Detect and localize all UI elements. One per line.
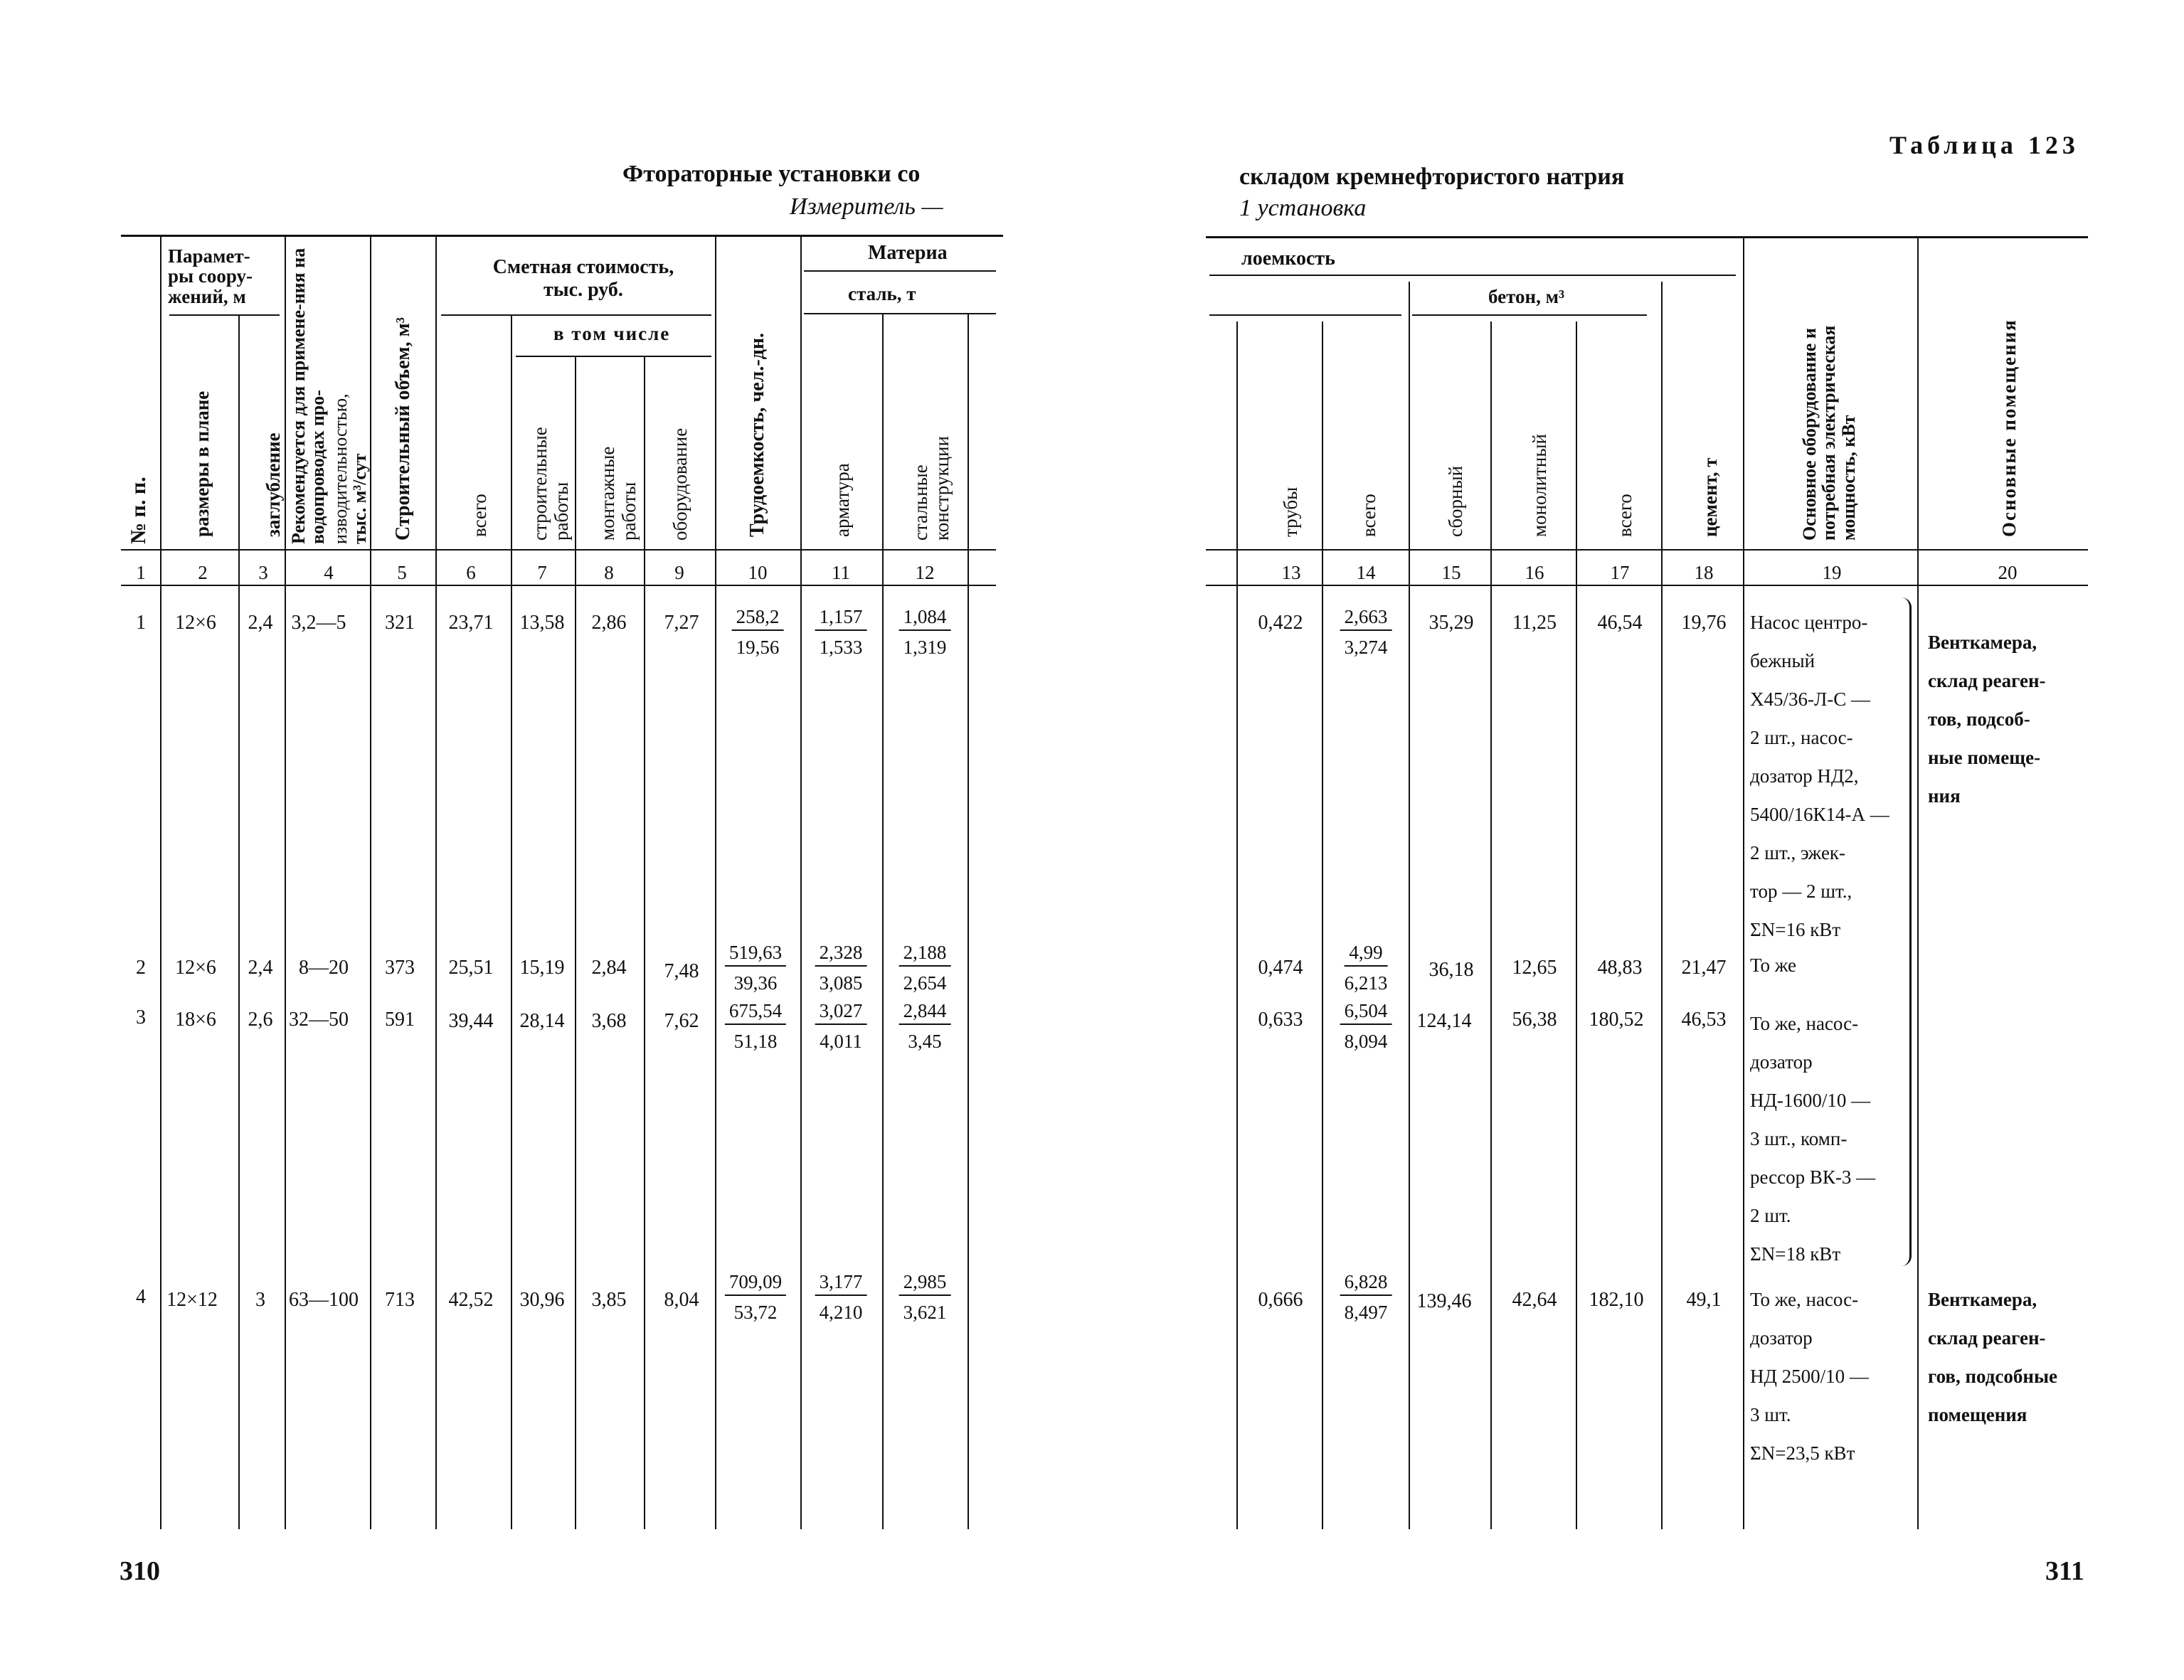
left-header-bottom-rule <box>121 549 996 551</box>
left-vline-4 <box>370 235 371 1529</box>
row-2-equipment-line: То же <box>1750 955 1796 976</box>
row-1-pipes: 0,422 <box>1258 612 1303 634</box>
materials-group-rule <box>804 270 996 272</box>
row-3-cost-mount: 3,68 <box>591 1010 627 1032</box>
row-1-cost-equip: 7,27 <box>664 612 699 634</box>
row-1-equipment-line: Насос центро- <box>1750 612 1868 633</box>
row-1-equipment-line: дозатор НД2, <box>1750 765 1859 787</box>
row-2-armature-top: 2,328 <box>815 940 867 967</box>
rooms-line: тов, подсоб- <box>1928 708 2030 730</box>
row-4-cost-build: 30,96 <box>519 1289 565 1311</box>
row-1-armature-bottom: 1,533 <box>819 637 863 659</box>
right-vline-3 <box>1409 282 1410 1529</box>
left-vline-11 <box>882 313 884 1529</box>
row-3-total-top: 6,504 <box>1340 999 1392 1025</box>
right-vline-2 <box>1322 321 1323 1529</box>
laboriousness-rule <box>1209 275 1736 276</box>
col-1-header: № п. п. <box>127 477 150 544</box>
right-table-top-rule <box>1206 236 2088 238</box>
row-1-cost-build: 13,58 <box>519 612 565 634</box>
steel-header: сталь, т <box>848 283 916 304</box>
row-4-armature-top: 3,177 <box>815 1270 867 1296</box>
row-4-capacity: 63—100 <box>289 1289 359 1311</box>
row-3-steel-bottom: 3,45 <box>908 1031 942 1053</box>
right-vline-5 <box>1576 321 1577 1529</box>
col-12-header: стальные конструкции <box>910 436 953 541</box>
col-17-header: всего <box>1614 494 1636 537</box>
row-3-equipment-line: НД-1600/10 — <box>1750 1090 1871 1111</box>
col-6-header: всего <box>469 494 490 537</box>
row-2-size: 12×6 <box>175 957 216 979</box>
rooms-rows-1-3 <box>1928 623 2046 815</box>
row-3-armature-bottom: 4,011 <box>820 1031 862 1053</box>
row-1-labor <box>732 605 784 660</box>
rooms-line: склад реаген- <box>1928 1327 2046 1349</box>
row-4-equipment <box>1750 1280 1869 1472</box>
col-num-11: 11 <box>832 562 850 583</box>
row-3-total-bottom: 8,094 <box>1344 1031 1388 1053</box>
row-3-equipment-line: 3 шт., комп- <box>1750 1128 1848 1149</box>
row-4-labor-bottom: 53,72 <box>733 1302 778 1324</box>
cost-group-rule <box>441 314 711 316</box>
col-num-10: 10 <box>748 562 768 583</box>
col-num-13: 13 <box>1281 562 1301 583</box>
row-4-steel-top: 2,985 <box>899 1270 951 1296</box>
row-2-cost-total: 25,51 <box>448 957 494 979</box>
row-2-total <box>1345 940 1388 996</box>
row-1-equipment <box>1750 603 1889 949</box>
col-13-header: трубы <box>1280 487 1301 537</box>
row-2-labor <box>725 940 786 996</box>
col-4-header-b: изводительностью, <box>330 393 351 544</box>
col-num-7: 7 <box>537 562 547 583</box>
row-1-concrete-total: 46,54 <box>1597 612 1643 634</box>
row-2-volume: 373 <box>385 957 415 979</box>
col-18-header: цемент, т <box>1700 457 1721 537</box>
row-4-number: 4 <box>136 1286 146 1308</box>
row-2-concrete-total: 48,83 <box>1597 957 1643 979</box>
row-3-monolith: 56,38 <box>1512 1009 1557 1031</box>
row-2-cement: 21,47 <box>1681 957 1727 979</box>
row-2-monolith: 12,65 <box>1512 957 1557 979</box>
table-label: Таблица 123 <box>1889 131 2079 159</box>
row-4-equipment-line: дозатор <box>1750 1327 1813 1349</box>
row-1-volume: 321 <box>385 612 415 634</box>
row-4-armature-bottom: 4,210 <box>819 1302 863 1324</box>
row-3-steel-top: 2,844 <box>899 999 951 1025</box>
row-1-cost-mount: 2,86 <box>591 612 627 634</box>
row-3-equipment-line: ΣN=18 кВт <box>1750 1243 1841 1265</box>
row-4-total-top: 6,828 <box>1340 1270 1392 1296</box>
col-10-header: Трудоемкость, чел.-дн. <box>746 332 768 537</box>
left-vline-3 <box>285 235 286 1529</box>
row-1-capacity: 3,2—5 <box>291 612 346 634</box>
row-3-equipment-line: рессор ВК-3 — <box>1750 1166 1876 1188</box>
left-vline-7 <box>575 356 576 1529</box>
right-colnum-bottom-rule <box>1206 585 2088 586</box>
row-3-equipment <box>1750 1004 1875 1273</box>
row-1-steel-bottom: 1,319 <box>903 637 947 659</box>
col-num-17: 17 <box>1610 562 1630 583</box>
row-1-equipment-line: 5400/16К14-А — <box>1750 804 1889 825</box>
col-3-header: заглубление <box>263 432 284 537</box>
materials-header: Материа <box>868 242 948 264</box>
rooms-line: гов, подсобные <box>1928 1366 2058 1387</box>
params-group-header: Парамет-ры соору-жений, м <box>168 245 253 307</box>
row-4-pipes: 0,666 <box>1258 1289 1303 1311</box>
row-1-labor-bottom: 19,56 <box>736 637 780 659</box>
row-3-labor <box>725 999 786 1054</box>
row-2-cost-mount: 2,84 <box>591 957 627 979</box>
row-1-armature <box>815 605 867 660</box>
row-4-steel-bottom: 3,621 <box>903 1302 947 1324</box>
row-3-cost-total: 39,44 <box>448 1010 494 1032</box>
row-2-steel-bottom: 2,654 <box>903 972 947 994</box>
col-8-header: монтажные работы <box>597 446 640 541</box>
row-3-number: 3 <box>136 1006 146 1028</box>
row-3-equipment-line: 2 шт. <box>1750 1205 1791 1226</box>
left-vline-2 <box>238 314 240 1529</box>
col-9-header: оборудование <box>669 427 691 541</box>
row-3-cement: 46,53 <box>1681 1009 1727 1031</box>
row-1-size: 12×6 <box>175 612 216 634</box>
row-1-labor-top: 258,2 <box>732 605 784 631</box>
row-2-pipes: 0,474 <box>1258 957 1303 979</box>
row-4-cost-equip: 8,04 <box>664 1289 699 1311</box>
page-number-left: 310 <box>120 1556 160 1586</box>
row-3-equipment-line: дозатор <box>1750 1051 1813 1073</box>
measure-right: 1 установка <box>1239 195 1367 221</box>
row-2-cost-equip: 7,48 <box>664 960 699 982</box>
row-4-equipment-line: НД 2500/10 — <box>1750 1366 1869 1387</box>
row-2-total-bottom: 6,213 <box>1344 972 1388 994</box>
title-left: Фтораторные установки со <box>622 161 921 187</box>
row-1-equipment-line: 2 шт., эжек- <box>1750 842 1846 863</box>
col-num-16: 16 <box>1525 562 1544 583</box>
col-4-header-a: Рекомендуется для примене-ния на водопроводах про- <box>288 248 329 544</box>
col-num-5: 5 <box>397 562 407 583</box>
row-1-prefab: 35,29 <box>1428 612 1474 634</box>
row-4-volume: 713 <box>385 1289 415 1311</box>
rooms-line: Венткамера, <box>1928 1289 2037 1310</box>
row-2-prefab: 36,18 <box>1428 959 1474 981</box>
row-4-equipment-line: 3 шт. <box>1750 1404 1791 1425</box>
row-2-armature <box>815 940 867 996</box>
row-4-labor <box>725 1270 786 1325</box>
right-vline-6 <box>1661 282 1663 1529</box>
row-3-steel <box>899 999 951 1054</box>
rooms-line: помещения <box>1928 1404 2027 1425</box>
rooms-brace <box>1898 597 1912 1266</box>
row-4-concrete-total: 182,10 <box>1589 1289 1644 1311</box>
right-header-bottom-rule <box>1206 549 2088 551</box>
row-3-armature <box>815 999 867 1054</box>
rooms-line: Венткамера, <box>1928 632 2037 653</box>
row-3-cost-build: 28,14 <box>519 1010 565 1032</box>
row-1-equipment-line: бежный <box>1750 650 1815 671</box>
row-2-steel-top: 2,188 <box>899 940 951 967</box>
row-4-armature <box>815 1270 867 1325</box>
left-vline-8 <box>644 356 645 1529</box>
col-20-header: Основные помещения <box>1998 319 2020 537</box>
row-2-equipment <box>1750 946 1796 984</box>
row-1-steel <box>899 605 951 660</box>
row-3-depth: 2,6 <box>248 1009 273 1031</box>
in-that-header: в том числе <box>553 323 671 344</box>
row-1-monolith: 11,25 <box>1512 612 1557 634</box>
col-14-header: всего <box>1358 494 1379 537</box>
col-7-header: строительные работы <box>529 427 572 541</box>
right-vline-8 <box>1917 236 1919 1529</box>
col-15-header: сборный <box>1445 465 1466 537</box>
params-group-rule <box>169 314 280 316</box>
row-1-equipment-line: Х45/36-Л-С — <box>1750 689 1871 710</box>
col-num-1: 1 <box>136 562 146 583</box>
rooms-row-4 <box>1928 1280 2057 1434</box>
row-1-total-top: 2,663 <box>1340 605 1392 631</box>
left-vline-1 <box>160 235 161 1529</box>
col-num-15: 15 <box>1441 562 1461 583</box>
row-3-equipment-line: То же, насос- <box>1750 1013 1859 1034</box>
row-3-prefab: 124,14 <box>1416 1010 1472 1032</box>
row-4-size: 12×12 <box>166 1289 218 1311</box>
row-3-pipes: 0,633 <box>1258 1009 1303 1031</box>
row-4-equipment-line: ΣN=23,5 кВт <box>1750 1442 1855 1464</box>
row-3-concrete-total: 180,52 <box>1589 1009 1644 1031</box>
row-3-armature-top: 3,027 <box>815 999 867 1025</box>
left-vline-5 <box>435 235 437 1529</box>
col-19-header: Основное оборудование и потребная электрическая мощность, кВт <box>1799 325 1859 541</box>
row-2-labor-bottom: 39,36 <box>733 972 778 994</box>
row-2-number: 2 <box>136 957 146 979</box>
row-4-cost-mount: 3,85 <box>591 1289 627 1311</box>
col-2-header: размеры в плане <box>191 390 213 537</box>
row-4-cement: 49,1 <box>1686 1289 1722 1311</box>
col-11-header: арматура <box>832 463 853 537</box>
col-num-9: 9 <box>674 562 684 583</box>
page-number-right: 311 <box>2045 1556 2084 1586</box>
col-num-12: 12 <box>915 562 935 583</box>
rooms-line: склад реаген- <box>1928 670 2046 691</box>
col-num-2: 2 <box>198 562 208 583</box>
row-3-cost-equip: 7,62 <box>664 1010 699 1032</box>
left-vline-6 <box>511 314 512 1529</box>
left-table-top-rule <box>121 235 1003 237</box>
col-num-19: 19 <box>1822 562 1842 583</box>
row-3-labor-top: 675,54 <box>725 999 786 1025</box>
col-num-8: 8 <box>604 562 614 583</box>
row-1-equipment-line: 2 шт., насос- <box>1750 727 1853 748</box>
row-1-total-bottom: 3,274 <box>1344 637 1388 659</box>
row-2-armature-bottom: 3,085 <box>819 972 863 994</box>
rooms-line: ные помеще- <box>1928 747 2041 768</box>
row-1-total <box>1340 605 1392 660</box>
col-num-3: 3 <box>258 562 268 583</box>
concrete-rule <box>1412 314 1647 316</box>
row-2-capacity: 8—20 <box>299 957 349 979</box>
row-2-steel <box>899 940 951 996</box>
right-sub-rule <box>1209 314 1401 316</box>
row-2-depth: 2,4 <box>248 957 273 979</box>
row-3-capacity: 32—50 <box>289 1009 349 1031</box>
row-1-steel-top: 1,084 <box>899 605 951 631</box>
left-vline-9 <box>715 235 716 1529</box>
row-1-number: 1 <box>136 612 146 634</box>
row-3-volume: 591 <box>385 1009 415 1031</box>
left-vline-10 <box>800 235 802 1529</box>
row-2-cost-build: 15,19 <box>519 957 565 979</box>
in-that-rule <box>516 356 711 357</box>
row-3-labor-bottom: 51,18 <box>733 1031 778 1053</box>
col-num-20: 20 <box>1998 562 2018 583</box>
row-4-steel <box>899 1270 951 1325</box>
col-num-6: 6 <box>466 562 476 583</box>
row-1-cement: 19,76 <box>1681 612 1727 634</box>
row-1-equipment-line: ΣN=16 кВт <box>1750 919 1841 940</box>
right-vline-4 <box>1490 321 1492 1529</box>
row-1-cost-total: 23,71 <box>448 612 494 634</box>
row-4-depth: 3 <box>255 1289 265 1311</box>
row-4-equipment-line: То же, насос- <box>1750 1289 1859 1310</box>
measure-left: Измеритель — <box>790 193 943 220</box>
left-colnum-bottom-rule <box>121 585 996 586</box>
row-4-prefab: 139,46 <box>1416 1290 1472 1312</box>
row-4-labor-top: 709,09 <box>725 1270 786 1296</box>
row-4-total-bottom: 8,497 <box>1344 1302 1388 1324</box>
col-num-4: 4 <box>324 562 334 583</box>
col-5-header: Строительный объем, м³ <box>392 317 414 541</box>
col-4-header-c: тыс. м³/сут <box>349 453 370 544</box>
row-3-total <box>1340 999 1392 1054</box>
cost-group-header: Сметная стоимость, тыс. руб. <box>492 256 674 302</box>
row-1-depth: 2,4 <box>248 612 273 634</box>
col-num-14: 14 <box>1356 562 1376 583</box>
row-4-total <box>1340 1270 1392 1325</box>
right-vline-7 <box>1743 236 1744 1529</box>
row-4-monolith: 42,64 <box>1512 1289 1557 1311</box>
laboriousness-header: лоемкость <box>1241 248 1335 270</box>
right-vline-1 <box>1236 321 1238 1529</box>
col-16-header: монолитный <box>1529 434 1550 537</box>
col-num-18: 18 <box>1694 562 1714 583</box>
row-3-size: 18×6 <box>175 1009 216 1031</box>
left-vline-12 <box>968 313 969 1529</box>
row-2-labor-top: 519,63 <box>725 940 786 967</box>
concrete-header: бетон, м³ <box>1488 286 1565 307</box>
rooms-line: ния <box>1928 785 1961 807</box>
row-2-total-top: 4,99 <box>1345 940 1388 967</box>
title-right: складом кремнефтористого натрия <box>1239 164 1625 190</box>
row-1-armature-top: 1,157 <box>815 605 867 631</box>
row-4-cost-total: 42,52 <box>448 1289 494 1311</box>
row-1-equipment-line: тор — 2 шт., <box>1750 881 1852 902</box>
